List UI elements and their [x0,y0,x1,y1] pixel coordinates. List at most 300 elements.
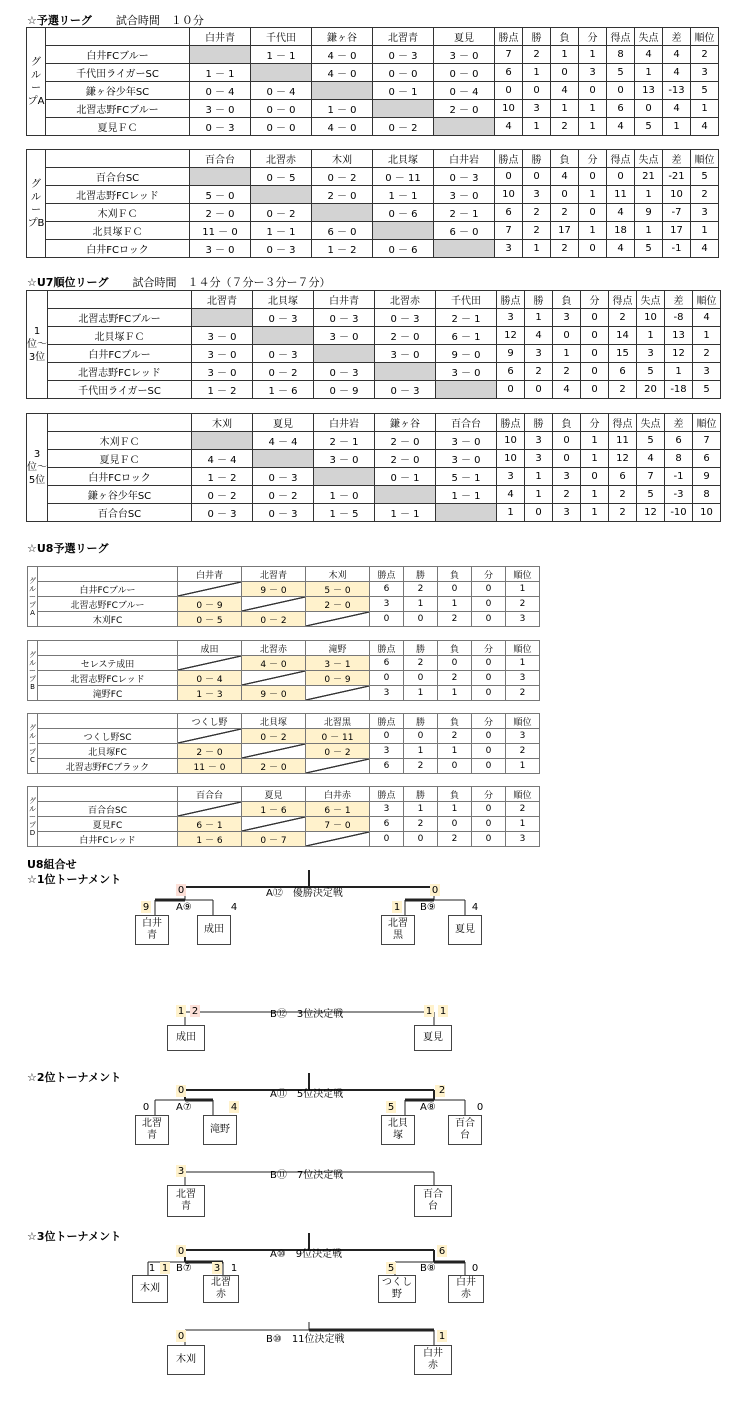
stat-cell: 0 [472,832,506,847]
t1-score-a: 0 [177,885,185,896]
t2-third-s1: 3 [177,1166,185,1177]
stat-cell: 6 [609,468,637,486]
stat-cell: 1 [579,186,607,204]
score-cell: 0 － 3 [253,468,314,486]
stat-cell: 0 [553,432,581,450]
col-header: 木刈 [312,150,373,168]
col-header: 北習赤 [242,641,306,656]
stat-cell: 2 [438,832,472,847]
stat-cell: 1 [581,432,609,450]
stat-cell: 0 [581,381,609,399]
stat-cell: 1 [635,186,663,204]
col-header: 北習青 [373,28,434,46]
score-cell: 3 － 0 [434,186,495,204]
stat-header: 負 [551,28,579,46]
stat-cell: 17 [663,222,691,240]
stat-cell: 18 [607,222,635,240]
stat-cell: 3 [525,450,553,468]
stat-cell: 4 [663,100,691,118]
team-name: 千代田ライガーSC [48,381,192,399]
t3-score-6: 0 [471,1263,479,1274]
t2-title: ☆2位トーナメント [27,1071,122,1084]
score-cell: 0 － 1 [373,82,434,100]
col-header: 木刈 [306,567,370,582]
prelim-heading: ☆予選リーグ 試合時間 １０分 [27,14,204,27]
score-cell: 0 － 9 [178,597,242,612]
col-header: 北習赤 [251,150,312,168]
col-header: 北習青 [192,291,253,309]
stat-cell: 0 [579,82,607,100]
stat-cell: 0 [523,82,551,100]
stat-cell: 4 [551,82,579,100]
score-cell: 1 － 1 [436,486,497,504]
t1-third-s3: 1 [425,1006,433,1017]
t3-title: ☆3位トーナメント [27,1230,122,1243]
stat-cell: 0 [607,168,635,186]
stat-cell: 8 [665,450,693,468]
score-cell: 3 － 0 [190,240,251,258]
score-cell: 4 － 0 [242,656,306,671]
u8-heading: ☆U8予選リーグ [27,542,109,555]
t2-score-3: 5 [387,1102,395,1113]
col-header: 千代田 [251,28,312,46]
stat-cell: 0 [370,612,404,627]
stat-cell: 2 [438,671,472,686]
stat-cell: 2 [506,686,540,701]
group-side-label: グループC [28,714,38,774]
stat-cell: 3 [506,729,540,744]
stat-header: 得点 [609,291,637,309]
stat-cell: 1 [551,100,579,118]
stat-cell: 2 [609,381,637,399]
group-side-label: グループA [27,28,46,136]
score-cell: 0 － 4 [190,82,251,100]
stat-cell: 2 [551,204,579,222]
stat-cell: 2 [609,504,637,522]
col-header: 千代田 [436,291,497,309]
stat-header: 勝 [525,291,553,309]
stat-header: 勝 [404,714,438,729]
stat-header: 負 [551,150,579,168]
stat-cell: 17 [551,222,579,240]
stat-cell: 4 [551,168,579,186]
team-name: 北習志野FCブラック [38,759,178,774]
stat-header: 勝 [404,641,438,656]
stat-header: 失点 [635,28,663,46]
stat-cell: 1 [506,817,540,832]
team-name: 北貝塚ＦＣ [46,222,190,240]
col-header: 鎌ヶ谷 [312,28,373,46]
stat-cell: 2 [523,46,551,64]
stat-header: 得点 [609,414,637,432]
score-cell: 5 － 0 [306,582,370,597]
stat-header: 勝点 [370,567,404,582]
stat-header: 勝点 [370,787,404,802]
stat-cell: 0 [472,612,506,627]
stat-cell: 4 [607,240,635,258]
stat-cell: 5 [691,168,719,186]
t3-third-team-1: 木刈 [167,1345,205,1375]
bracket-title: U8組合せ [27,858,77,871]
score-cell: 0 － 2 [253,363,314,381]
stat-cell: 1 [693,327,721,345]
stat-cell: 0 [472,817,506,832]
t2-score-4: 0 [476,1102,484,1113]
stat-cell: 1 [637,327,665,345]
score-cell: 0 － 4 [251,82,312,100]
t2-third-label: B⑪ 7位決定戦 [270,1170,344,1181]
col-header: 白井岩 [314,414,375,432]
score-cell: 3 － 0 [192,327,253,345]
stat-cell: 0 [579,204,607,222]
group-side-label: グループB [28,641,38,701]
col-header: 北貝塚 [253,291,314,309]
t2-team-1: 北習 青 [135,1115,169,1145]
col-header: 滝野 [306,641,370,656]
stat-header: 勝 [525,414,553,432]
stat-cell: 3 [553,309,581,327]
score-cell: 1 － 5 [314,504,375,522]
t1-team-2: 成田 [197,915,231,945]
score-cell: 1 － 2 [192,468,253,486]
stat-cell: 1 [663,118,691,136]
t1-third-team-2: 夏見 [414,1025,452,1051]
stat-cell: 0 [472,582,506,597]
score-cell: 0 － 2 [306,744,370,759]
score-cell: 2 － 0 [434,100,495,118]
stat-cell: 3 [553,468,581,486]
stat-header: 分 [581,291,609,309]
t2-team-2: 滝野 [203,1115,237,1145]
stat-header: 分 [579,28,607,46]
stat-cell: 3 [497,309,525,327]
stat-cell: 2 [553,486,581,504]
stat-cell: 3 [370,597,404,612]
score-cell: 0 － 9 [306,671,370,686]
stat-cell: 7 [495,222,523,240]
stat-header: 順位 [506,641,540,656]
score-cell: 0 － 2 [242,729,306,744]
stat-header: 勝点 [497,291,525,309]
score-cell: 6 － 0 [312,222,373,240]
t1-third-s1: 1 [177,1006,185,1017]
stat-cell: 1 [404,744,438,759]
score-cell: 5 － 0 [190,186,251,204]
stat-cell: 0 [495,82,523,100]
score-cell: 0 － 3 [314,309,375,327]
score-cell: 2 － 0 [375,327,436,345]
stat-cell: 1 [438,802,472,817]
stat-header: 分 [472,567,506,582]
team-name: 木刈FC [38,612,178,627]
score-cell: 0 － 5 [178,612,242,627]
score-cell: 6 － 1 [306,802,370,817]
stat-cell: 0 [581,309,609,327]
stat-cell: 2 [404,656,438,671]
team-name: 百合台SC [38,802,178,817]
stat-cell: 3 [506,832,540,847]
col-header: 北貝塚 [242,714,306,729]
score-cell: 4 － 0 [312,64,373,82]
team-name: 鎌ヶ谷少年SC [48,486,192,504]
stat-cell: 10 [693,504,721,522]
stat-cell: 2 [609,309,637,327]
score-cell: 0 － 7 [242,832,306,847]
stat-cell: 4 [525,327,553,345]
stat-cell: 2 [506,744,540,759]
stat-cell: 1 [404,686,438,701]
stat-cell: 3 [506,671,540,686]
stat-cell: 15 [609,345,637,363]
stat-header: 分 [472,787,506,802]
score-cell: 0 － 3 [373,46,434,64]
stat-cell: 0 [472,671,506,686]
col-header: 百合台 [436,414,497,432]
stat-cell: 9 [497,345,525,363]
stat-cell: 1 [525,309,553,327]
stat-cell: 1 [523,240,551,258]
stat-cell: 0 [472,686,506,701]
stat-header: 分 [472,714,506,729]
stat-cell: 2 [438,612,472,627]
stat-cell: 0 [472,759,506,774]
stat-cell: 6 [607,100,635,118]
score-cell: 1 － 1 [373,186,434,204]
stat-cell: 4 [663,46,691,64]
stat-cell: 4 [693,309,721,327]
score-cell: 1 － 0 [314,486,375,504]
stat-cell: 2 [553,363,581,381]
score-cell: 0 － 3 [375,309,436,327]
stat-cell: 0 [404,671,438,686]
stat-cell: 2 [506,802,540,817]
stat-cell: 4 [663,64,691,82]
stat-header: 勝 [404,787,438,802]
score-cell: 2 － 0 [178,744,242,759]
col-header: 百合台 [178,787,242,802]
team-name: 木刈ＦＣ [48,432,192,450]
score-cell: 3 － 0 [314,327,375,345]
stat-cell: 5 [637,363,665,381]
t3-score-a: 0 [177,1246,185,1257]
t2-third-team-2: 百合 台 [414,1185,452,1217]
score-cell: 0 － 11 [373,168,434,186]
score-cell: 0 － 2 [253,486,314,504]
t3-third-team-2: 白井 赤 [414,1345,452,1375]
stat-cell: 3 [579,64,607,82]
t3-team-2: 北習 赤 [203,1275,239,1303]
score-cell: 0 － 9 [314,381,375,399]
t1-b9: B⑨ [420,902,436,913]
team-name: 北習志野FCレッド [46,186,190,204]
stat-cell: 1 [553,345,581,363]
stat-cell: 5 [607,64,635,82]
t1-score-3: 1 [393,902,401,913]
stat-cell: 1 [691,222,719,240]
score-cell: 7 － 0 [306,817,370,832]
team-name: 白井FCブルー [38,582,178,597]
stat-cell: 21 [635,168,663,186]
score-cell: 1 － 1 [190,64,251,82]
stat-header: 勝点 [370,714,404,729]
t1-score-b: 0 [431,885,439,896]
stat-cell: 0 [404,832,438,847]
stat-header: 負 [553,414,581,432]
stat-cell: 1 [581,486,609,504]
col-header: 白井青 [178,567,242,582]
stat-cell: 0 [525,381,553,399]
stat-header: 負 [438,787,472,802]
stat-cell: 2 [551,240,579,258]
stat-cell: -1 [665,468,693,486]
team-name: 白井FCレッド [38,832,178,847]
score-cell: 11 － 0 [190,222,251,240]
stat-cell: 11 [607,186,635,204]
t3-third-s1: 0 [177,1331,185,1342]
score-cell: 3 － 0 [192,345,253,363]
t2-final-label: A⑪ 5位決定戦 [270,1089,344,1100]
col-header: 白井青 [314,291,375,309]
stat-cell: 10 [495,186,523,204]
t3-third-label: B⑩ 11位決定戦 [266,1334,345,1345]
group-side-label: グループB [27,150,46,258]
score-cell: 1 － 2 [312,240,373,258]
stat-cell: 2 [525,363,553,381]
stat-cell: 0 [553,327,581,345]
stat-cell: 1 [525,468,553,486]
stat-cell: 0 [607,82,635,100]
stat-cell: 4 [635,46,663,64]
stat-cell: 5 [637,486,665,504]
team-name: 白井FCロック [48,468,192,486]
score-cell: 0 － 2 [251,204,312,222]
score-cell: 2 － 1 [436,309,497,327]
stat-cell: 0 [497,381,525,399]
stat-header: 差 [663,150,691,168]
stat-cell: 6 [370,817,404,832]
score-cell: 1 － 1 [375,504,436,522]
stat-cell: 4 [495,118,523,136]
score-cell: 0 － 3 [192,504,253,522]
team-name: つくし野SC [38,729,178,744]
score-cell: 3 － 0 [434,46,495,64]
stat-header: 順位 [691,28,719,46]
score-cell: 0 － 2 [192,486,253,504]
col-header: 木刈 [192,414,253,432]
team-name: 夏見ＦＣ [46,118,190,136]
team-name: 千代田ライガーSC [46,64,190,82]
score-cell: 0 － 1 [375,468,436,486]
stat-cell: -7 [663,204,691,222]
stat-cell: 5 [637,432,665,450]
score-cell: 0 － 0 [373,64,434,82]
score-cell: 4 － 0 [312,46,373,64]
t3-third-s2: 1 [438,1331,446,1342]
t1-team-4: 夏見 [448,915,482,945]
stat-cell: 1 [506,759,540,774]
stat-cell: 8 [693,486,721,504]
t3-team-3: つくし 野 [378,1275,416,1303]
stat-cell: 10 [497,432,525,450]
stat-cell: 6 [497,363,525,381]
team-name: 北習志野FCレッド [48,363,192,381]
stat-cell: 3 [637,345,665,363]
stat-cell: 4 [607,118,635,136]
t1-score-1: 9 [142,902,150,913]
stat-cell: 6 [370,656,404,671]
t1-third-label: B⑫ 3位決定戦 [270,1009,344,1020]
score-cell: 0 － 2 [242,612,306,627]
score-cell: 3 － 0 [190,100,251,118]
stat-cell: 4 [607,204,635,222]
stat-cell: -8 [665,309,693,327]
stat-cell: 0 [551,186,579,204]
stat-cell: 1 [579,118,607,136]
team-name: セレステ成田 [38,656,178,671]
stat-cell: 0 [370,729,404,744]
stat-header: 順位 [506,714,540,729]
stat-cell: 1 [506,582,540,597]
score-cell: 0 － 3 [253,504,314,522]
col-header: 夏見 [253,414,314,432]
score-cell: 2 － 0 [375,432,436,450]
stat-cell: 1 [523,118,551,136]
stat-cell: 2 [523,204,551,222]
stat-cell: 7 [693,432,721,450]
score-cell: 2 － 1 [434,204,495,222]
team-name: 白井FCブルー [48,345,192,363]
t1-a9: A⑨ [176,902,192,913]
stat-cell: 2 [506,597,540,612]
team-name: 北習志野FCレッド [38,671,178,686]
stat-cell: 1 [404,597,438,612]
score-cell: 1 － 0 [312,100,373,118]
t1-final-label: A⑫ 優勝決定戦 [266,888,343,899]
score-cell: 0 － 3 [253,309,314,327]
score-cell: 0 － 5 [251,168,312,186]
score-cell: 0 － 0 [434,64,495,82]
stat-cell: 2 [438,729,472,744]
stat-header: 順位 [693,414,721,432]
stat-header: 勝点 [497,414,525,432]
t3-b8: B⑧ [420,1263,436,1274]
score-cell: 3 － 1 [306,656,370,671]
stat-cell: 13 [665,327,693,345]
stat-cell: 1 [404,802,438,817]
stat-cell: 0 [438,817,472,832]
stat-cell: -13 [663,82,691,100]
team-name: 北習志野FCブルー [48,309,192,327]
t3-score-2: 1 [161,1263,169,1274]
stat-cell: 0 [553,450,581,468]
stat-cell: -18 [665,381,693,399]
team-name: 木刈ＦＣ [46,204,190,222]
stat-cell: 6 [495,204,523,222]
stat-cell: 0 [579,168,607,186]
stat-header: 勝点 [495,150,523,168]
stat-cell: -21 [663,168,691,186]
stat-cell: 12 [497,327,525,345]
t1-score-4: 4 [471,902,479,913]
stat-cell: 1 [438,597,472,612]
stat-header: 失点 [637,414,665,432]
team-name: 北習志野FCブルー [46,100,190,118]
stat-cell: 4 [497,486,525,504]
stat-cell: 7 [495,46,523,64]
stat-cell: 2 [523,222,551,240]
stat-cell: 0 [370,671,404,686]
stat-header: 分 [579,150,607,168]
